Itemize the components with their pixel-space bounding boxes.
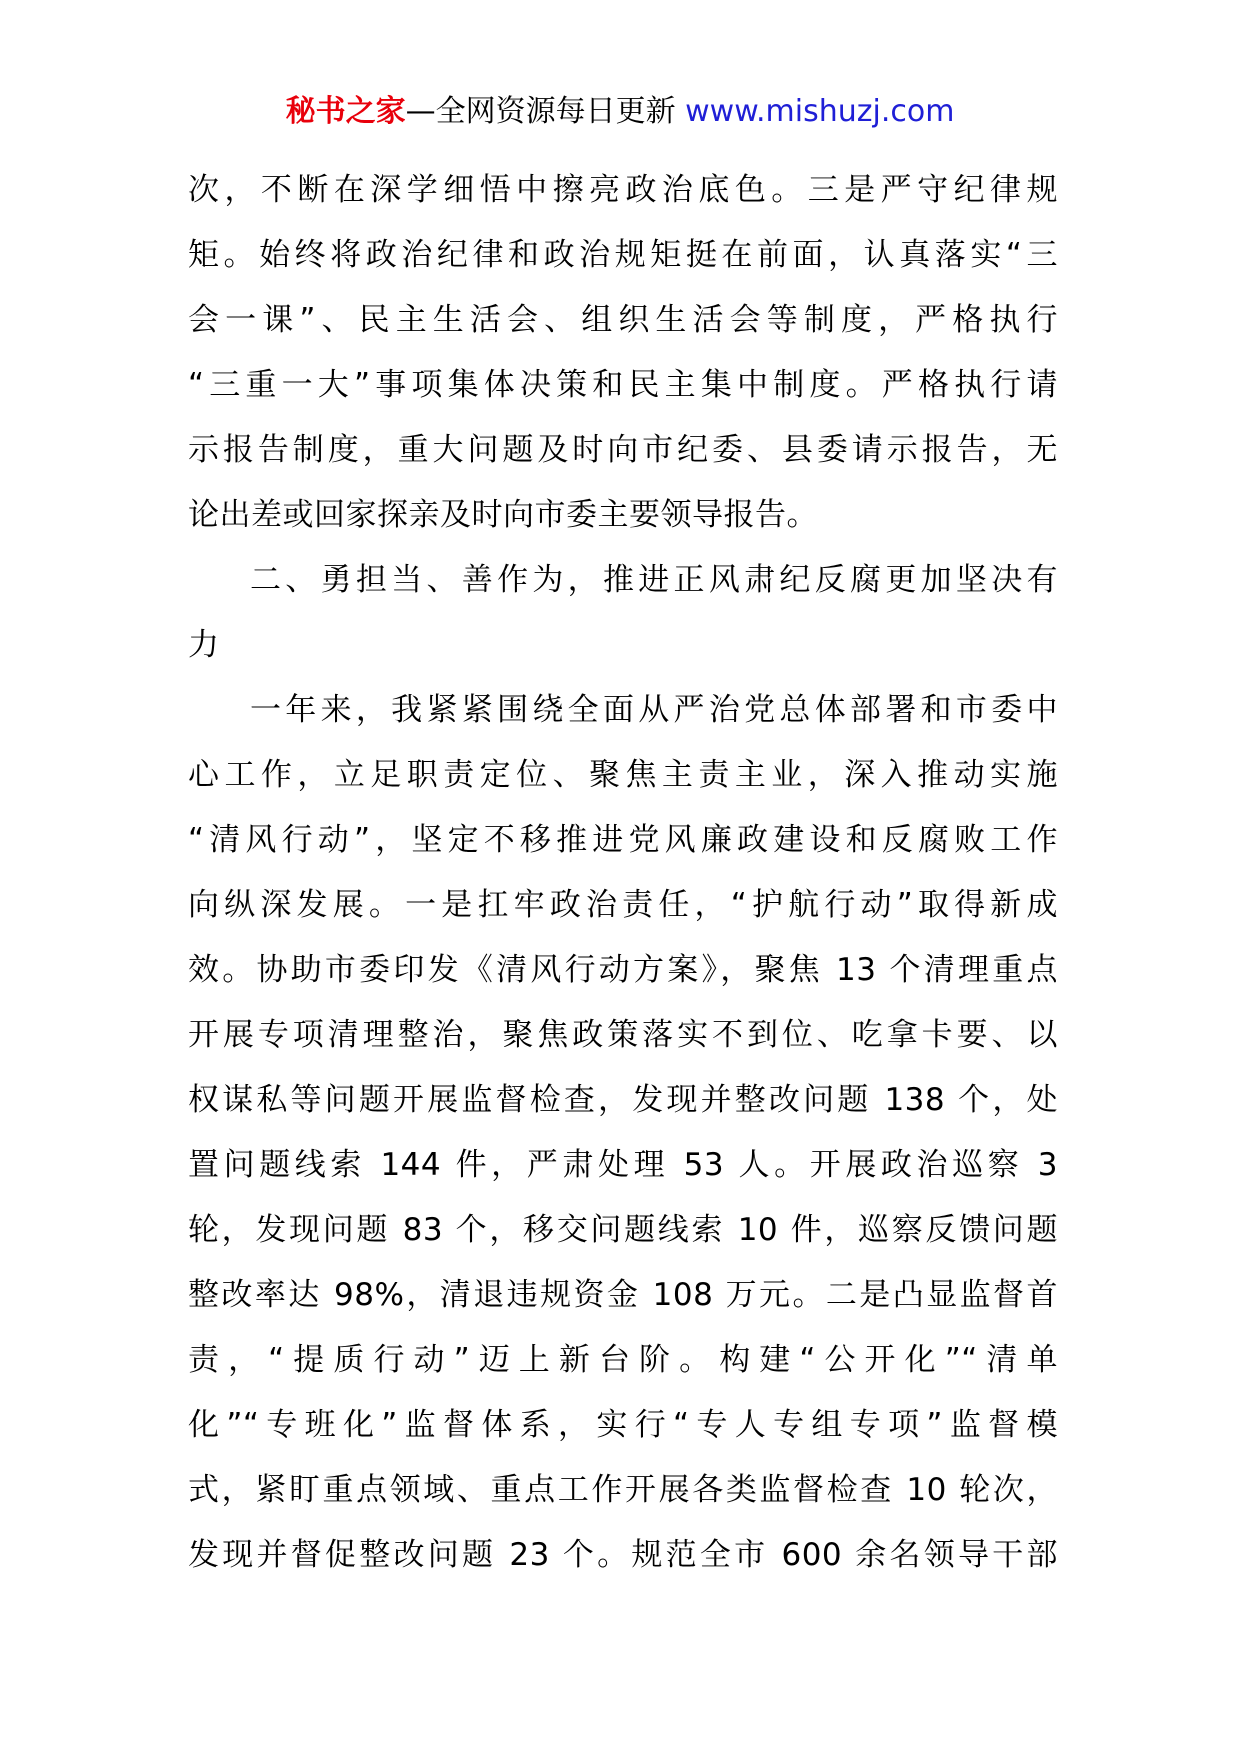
- text-line: 论出差或回家探亲及时向市委主要领导报告。: [188, 497, 818, 533]
- text-line: 矩。始终将政治纪律和政治规矩挺在前面，认真落实“三: [188, 237, 1058, 273]
- section-heading-line: 力: [188, 627, 220, 663]
- site-brand: 秘书之家: [285, 94, 406, 129]
- text-line: 责，“提质行动”迈上新台阶。构建“公开化”“清单: [188, 1342, 1058, 1378]
- site-header: [0, 92, 1240, 132]
- document-body: [188, 158, 1058, 1588]
- text-line: 式，紧盯重点领域、重点工作开展各类监督检查 10 轮次，: [188, 1472, 1058, 1508]
- site-slogan: —全网资源每日更新: [405, 94, 686, 129]
- text-line: 开展专项清理整治，聚焦政策落实不到位、吃拿卡要、以: [188, 1017, 1058, 1053]
- text-line: 次，不断在深学细悟中擦亮政治底色。三是严守纪律规: [188, 172, 1058, 208]
- text-line: “三重一大”事项集体决策和民主集中制度。严格执行请: [188, 367, 1058, 403]
- text-line: 示报告制度，重大问题及时向市纪委、县委请示报告，无: [188, 432, 1058, 468]
- text-line: “清风行动”，坚定不移推进党风廉政建设和反腐败工作: [188, 822, 1058, 858]
- text-line: 整改率达 98%，清退违规资金 108 万元。二是凸显监督首: [188, 1277, 1058, 1313]
- text-line: 向纵深发展。一是扛牢政治责任，“护航行动”取得新成: [188, 887, 1058, 923]
- text-line: 权谋私等问题开展监督检查，发现并整改问题 138 个，处: [188, 1082, 1058, 1118]
- section-heading-line: 二、勇担当、善作为，推进正风肃纪反腐更加坚决有: [250, 562, 1058, 598]
- text-line: 心工作，立足职责定位、聚焦主责主业，深入推动实施: [188, 757, 1058, 793]
- site-url-link[interactable]: www.mishuzj.com: [685, 94, 955, 129]
- text-line: 置问题线索 144 件，严肃处理 53 人。开展政治巡察 3: [188, 1147, 1058, 1183]
- text-line: 效。协助市委印发《清风行动方案》，聚焦 13 个清理重点: [188, 952, 1058, 988]
- text-line: 轮，发现问题 83 个，移交问题线索 10 件，巡察反馈问题: [188, 1212, 1058, 1248]
- text-line: 会一课”、民主生活会、组织生活会等制度，严格执行: [188, 302, 1058, 338]
- text-line: 发现并督促整改问题 23 个。规范全市 600 余名领导干部: [188, 1537, 1058, 1573]
- text-line: 化”“专班化”监督体系，实行“专人专组专项”监督模: [188, 1407, 1058, 1443]
- text-line: 一年来，我紧紧围绕全面从严治党总体部署和市委中: [250, 692, 1058, 728]
